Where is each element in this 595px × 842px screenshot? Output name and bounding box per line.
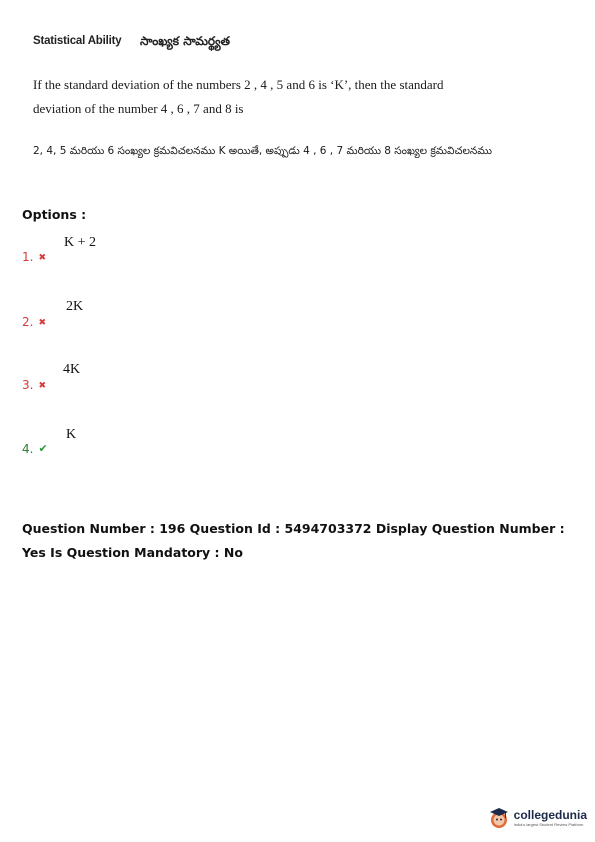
option-1-number-row	[22, 246, 46, 265]
option-3-text: 4K	[63, 362, 81, 377]
logo-tagline: India's largest Student Review Platform	[513, 821, 584, 827]
option-4-number: 4.	[22, 442, 34, 456]
checkmark-icon: ✔	[38, 442, 48, 455]
subject-title-english: Statistical Ability	[33, 35, 122, 47]
logo-name: collegedunia	[513, 807, 587, 822]
cross-icon: ✖	[38, 253, 46, 263]
collegedunia-logo	[487, 806, 587, 830]
option-3-number-row	[22, 374, 46, 393]
option-2-text: 2K	[66, 299, 84, 314]
option-4-number-row	[22, 438, 48, 457]
cross-icon: ✖	[38, 381, 46, 391]
option-2-number-row	[22, 311, 46, 330]
option-2-number: 2.	[22, 315, 34, 329]
cross-icon: ✖	[38, 318, 46, 328]
option-4-text: K	[66, 427, 77, 442]
options-label: Options :	[22, 207, 87, 222]
question-text-english: If the standard deviation of the numbers 2 , 4 , 5 and 6 is ‘K’, then the standard deviation of the number 4 , 6 , 7 and 8 is	[33, 77, 444, 116]
question-metadata: Question Number : 196 Question Id : 5494703372 Display Question Number : Yes Is Question Mandatory : No	[22, 521, 565, 560]
option-3-number: 3.	[22, 378, 34, 392]
option-1-number: 1.	[22, 250, 34, 264]
option-1-text: K + 2	[64, 235, 97, 250]
mascot-icon	[487, 806, 511, 830]
question-text-telugu: 2, 4, 5 మరియు 6 సంఖ్యల క్రమవిచలనము K అయితే, అప్పుడు 4 , 6 , 7 మరియు 8 సంఖ్యల క్రమవిచలనము	[33, 145, 493, 157]
subject-title-telugu: సాంఖ్యక సామర్థ్యత	[140, 34, 230, 48]
